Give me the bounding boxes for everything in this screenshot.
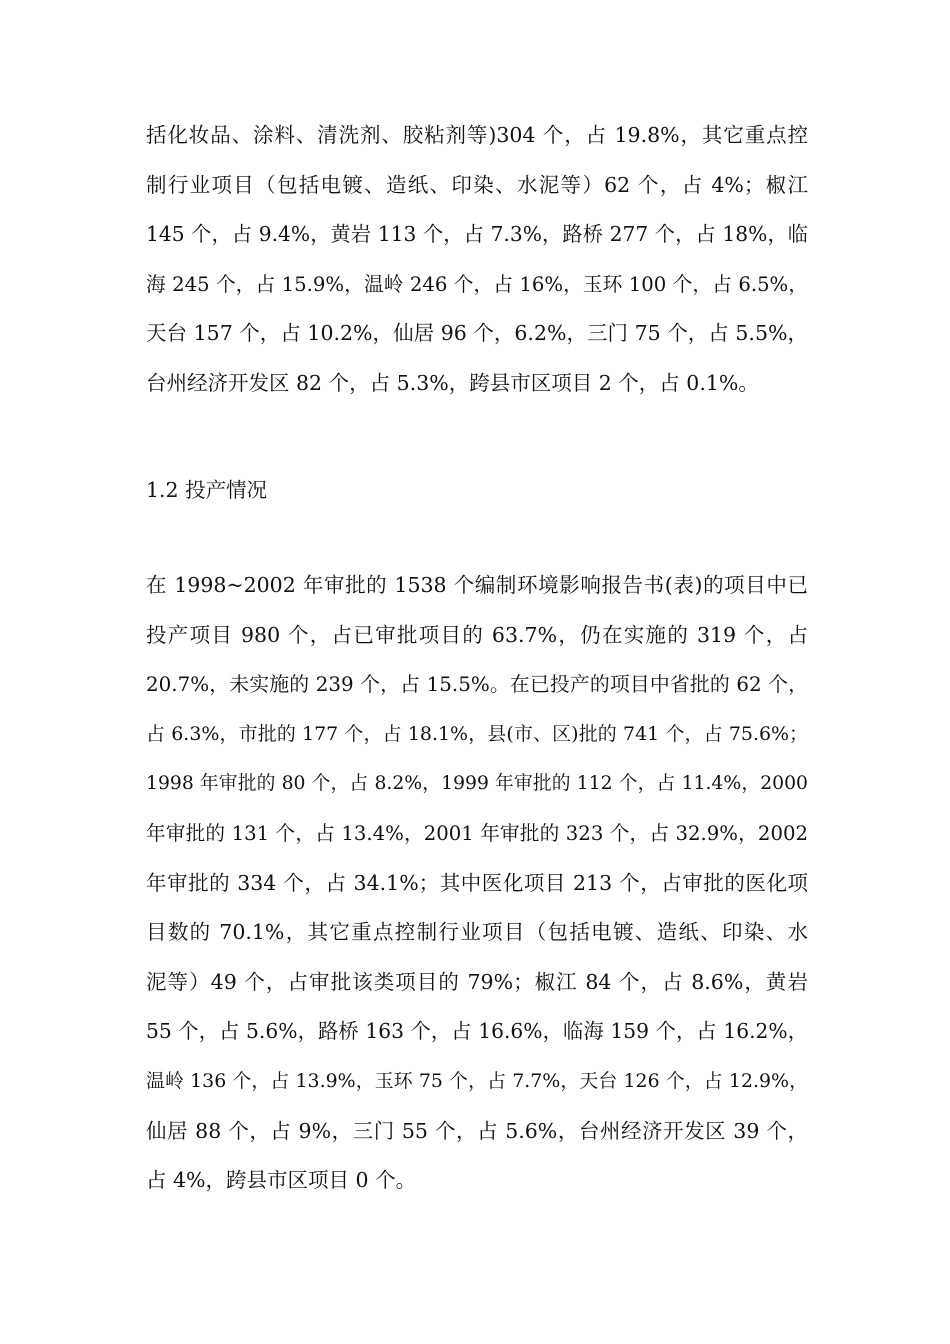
text-line: 占 6.3%，市批的 177 个，占 18.1%，县(市、区)批的 741 个，占 75.6%； [146, 722, 808, 745]
text-line: 泥等）49 个，占审批该类项目的 79%；椒江 84 个，占 8.6%，黄岩 [146, 969, 808, 994]
text-line: 目数的 70.1%，其它重点控制行业项目（包括电镀、造纸、印染、水 [146, 920, 808, 945]
text-line: 年审批的 131 个，占 13.4%，2001 年审批的 323 个，占 32.9%，2002 [146, 821, 808, 845]
text-line: 台州经济开发区 82 个，占 5.3%，跨县市区项目 2 个，占 0.1%。 [146, 370, 759, 395]
text-line: 占 4%，跨县市区项目 0 个。 [146, 1168, 417, 1193]
section-heading: 1.2 投产情况 [146, 478, 268, 502]
text-line: 天台 157 个，占 10.2%，仙居 96 个，6.2%，三门 75 个，占 5.5%， [146, 321, 808, 346]
text-line: 20.7%，未实施的 239 个，占 15.5%。在已投产的项目中省批的 62 个， [146, 673, 808, 697]
text-line: 55 个，占 5.6%，路桥 163 个，占 16.6%，临海 159 个，占 16.2%， [146, 1019, 808, 1044]
text-line: 年审批的 334 个，占 34.1%；其中医化项目 213 个，占审批的医化项 [146, 870, 808, 895]
text-line: 温岭 136 个，占 13.9%，玉环 75 个，占 7.7%，天台 126 个，占 12.9%， [146, 1069, 808, 1092]
text-line: 1998 年审批的 80 个，占 8.2%，1999 年审批的 112 个，占 11.4%，2000 [146, 773, 808, 795]
paragraph-project-distribution [146, 111, 808, 409]
text-line: 海 245 个，占 15.9%，温岭 246 个，占 16%，玉环 100 个，占 6.5%， [146, 272, 808, 296]
text-line: 投产项目 980 个，占已审批项目的 63.7%，仍在实施的 319 个，占 [146, 622, 808, 647]
text-line: 仙居 88 个，占 9%，三门 55 个，占 5.6%，台州经济开发区 39 个， [146, 1118, 808, 1143]
paragraph-production-status [146, 561, 808, 1206]
text-line: 145 个，占 9.4%，黄岩 113 个，占 7.3%，路桥 277 个，占 18%，临 [146, 222, 808, 247]
text-line: 制行业项目（包括电镀、造纸、印染、水泥等）62 个，占 4%；椒江 [146, 172, 808, 197]
text-line: 括化妆品、涂料、清洗剂、胶粘剂等)304 个，占 19.8%，其它重点控 [146, 123, 808, 147]
text-line: 在 1998~2002 年审批的 1538 个编制环境影响报告书(表)的项目中已 [146, 573, 808, 597]
